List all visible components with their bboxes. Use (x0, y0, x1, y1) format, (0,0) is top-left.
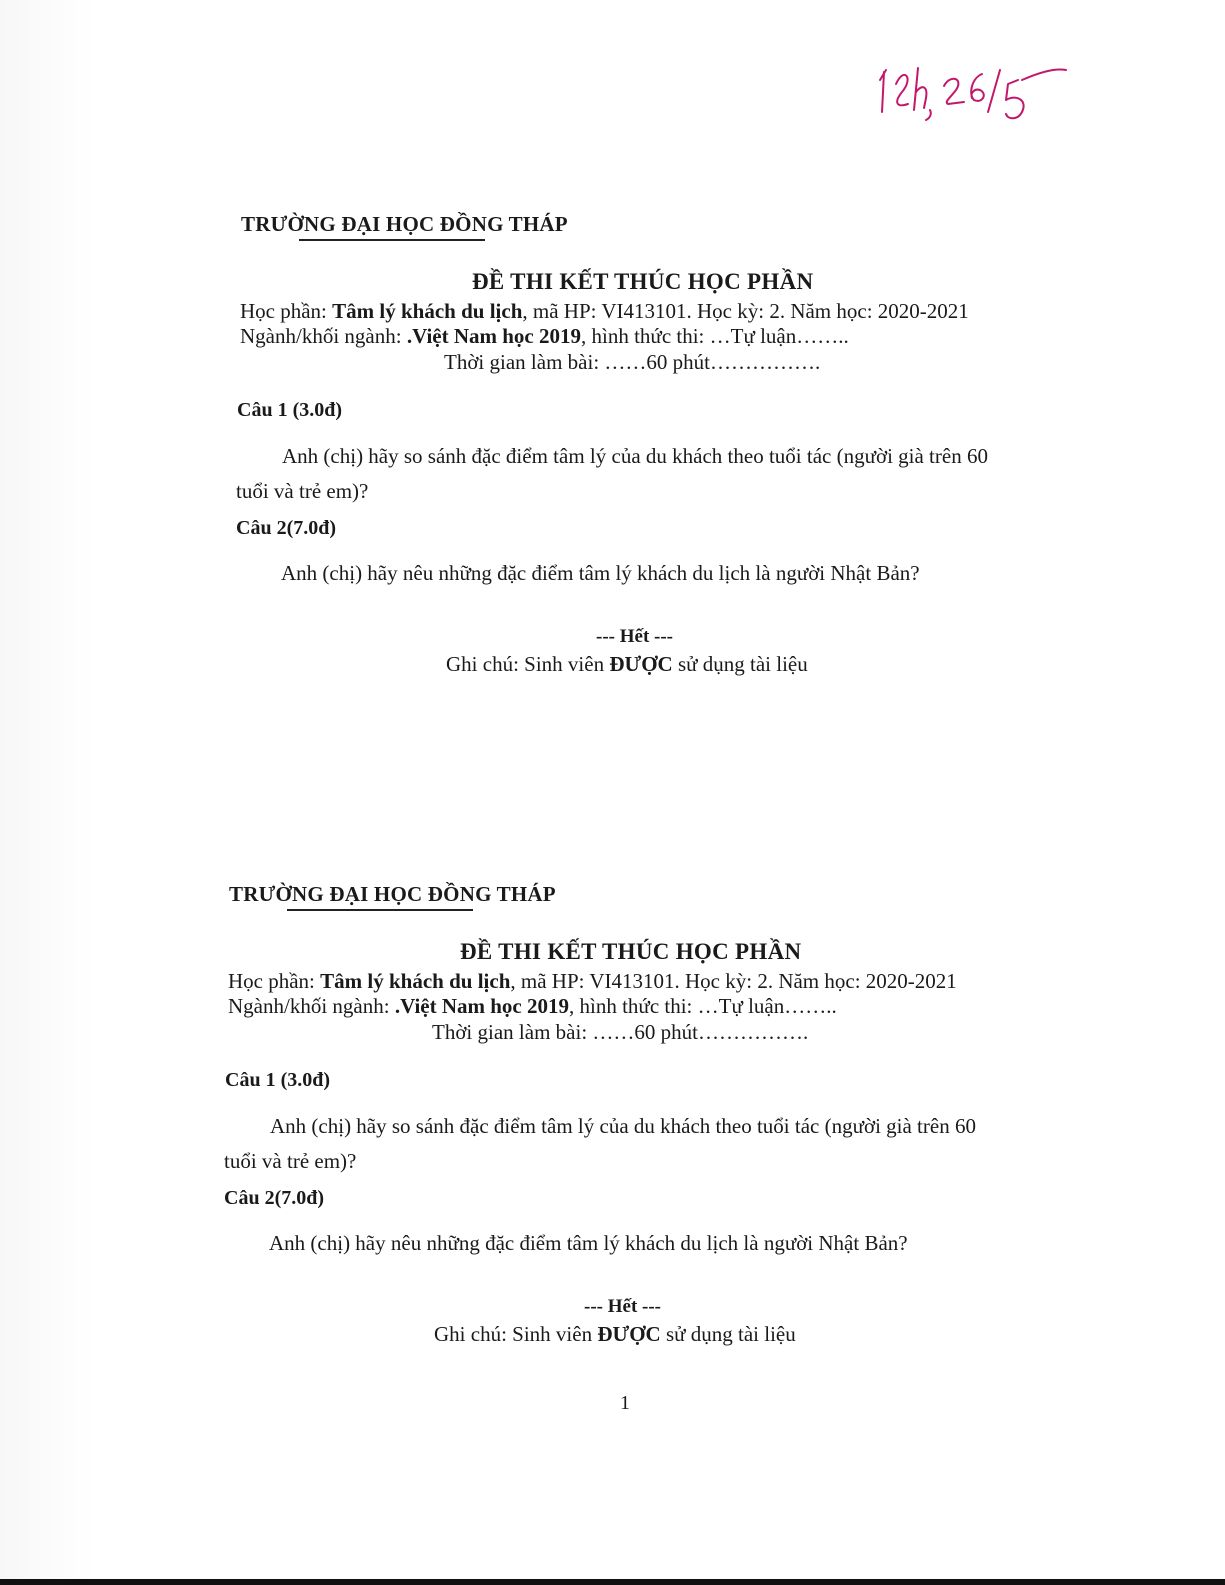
page-number: 1 (620, 1392, 630, 1414)
course-prefix: Học phần: (240, 299, 333, 323)
note-bold: ĐƯỢC (609, 652, 673, 676)
note-prefix: Ghi chú: Sinh viên (434, 1322, 598, 1346)
scan-edge-shadow (0, 0, 95, 1585)
question-1-heading: Câu 1 (3.0đ) (237, 399, 343, 421)
handwritten-note (870, 50, 1090, 145)
major-prefix: Ngành/khối ngành: (240, 324, 407, 348)
exam-note (446, 652, 808, 677)
major-info-line (240, 324, 849, 349)
course-info-line (228, 969, 957, 994)
major-name: .Việt Nam học 2019 (394, 994, 570, 1018)
question-2-heading: Câu 2(7.0đ) (224, 1187, 325, 1209)
question-1-text-line-2: tuổi và trẻ em)? (236, 479, 369, 503)
question-1-text-line-2: tuổi và trẻ em)? (224, 1149, 357, 1173)
course-name: Tâm lý khách du lịch (332, 299, 523, 323)
exam-note (434, 1322, 796, 1347)
major-prefix: Ngành/khối ngành: (228, 994, 395, 1018)
scan-bottom-border (0, 1579, 1225, 1585)
question-1-heading: Câu 1 (3.0đ) (225, 1069, 331, 1091)
note-prefix: Ghi chú: Sinh viên (446, 652, 610, 676)
question-2-text: Anh (chị) hãy nêu những đặc điểm tâm lý khách du lịch là người Nhật Bản? (281, 561, 920, 585)
major-suffix: , hình thức thi: …Tự luận…….. (569, 994, 837, 1018)
note-bold: ĐƯỢC (597, 1322, 661, 1346)
exam-title: ĐỀ THI KẾT THÚC HỌC PHẦN (472, 269, 814, 294)
major-info-line (228, 994, 837, 1019)
exam-title: ĐỀ THI KẾT THÚC HỌC PHẦN (460, 939, 802, 964)
major-suffix: , hình thức thi: …Tự luận…….. (581, 324, 849, 348)
course-suffix: , mã HP: VI413101. Học kỳ: 2. Năm học: 2020-2021 (522, 299, 969, 323)
major-name: .Việt Nam học 2019 (406, 324, 582, 348)
course-suffix: , mã HP: VI413101. Học kỳ: 2. Năm học: 2020-2021 (510, 969, 957, 993)
exam-duration: Thời gian làm bài: ……60 phút……………. (444, 350, 821, 374)
course-prefix: Học phần: (228, 969, 321, 993)
school-name: TRƯỜNG ĐẠI HỌC ĐỒNG THÁP (229, 882, 556, 906)
end-mark: --- Hết --- (596, 626, 674, 647)
school-name-underline (287, 909, 473, 911)
question-2-text: Anh (chị) hãy nêu những đặc điểm tâm lý khách du lịch là người Nhật Bản? (269, 1231, 908, 1255)
question-1-text-line-1: Anh (chị) hãy so sánh đặc điểm tâm lý của du khách theo tuổi tác (người già trên 60 (270, 1114, 976, 1138)
note-suffix: sử dụng tài liệu (660, 1322, 796, 1346)
question-2-heading: Câu 2(7.0đ) (236, 517, 337, 539)
course-info-line (240, 299, 969, 324)
end-mark: --- Hết --- (584, 1296, 662, 1317)
course-name: Tâm lý khách du lịch (320, 969, 511, 993)
note-suffix: sử dụng tài liệu (672, 652, 808, 676)
exam-duration: Thời gian làm bài: ……60 phút……………. (432, 1020, 809, 1044)
school-name-underline (299, 239, 485, 241)
school-name: TRƯỜNG ĐẠI HỌC ĐỒNG THÁP (241, 212, 568, 236)
question-1-text-line-1: Anh (chị) hãy so sánh đặc điểm tâm lý của du khách theo tuổi tác (người già trên 60 (282, 444, 988, 468)
